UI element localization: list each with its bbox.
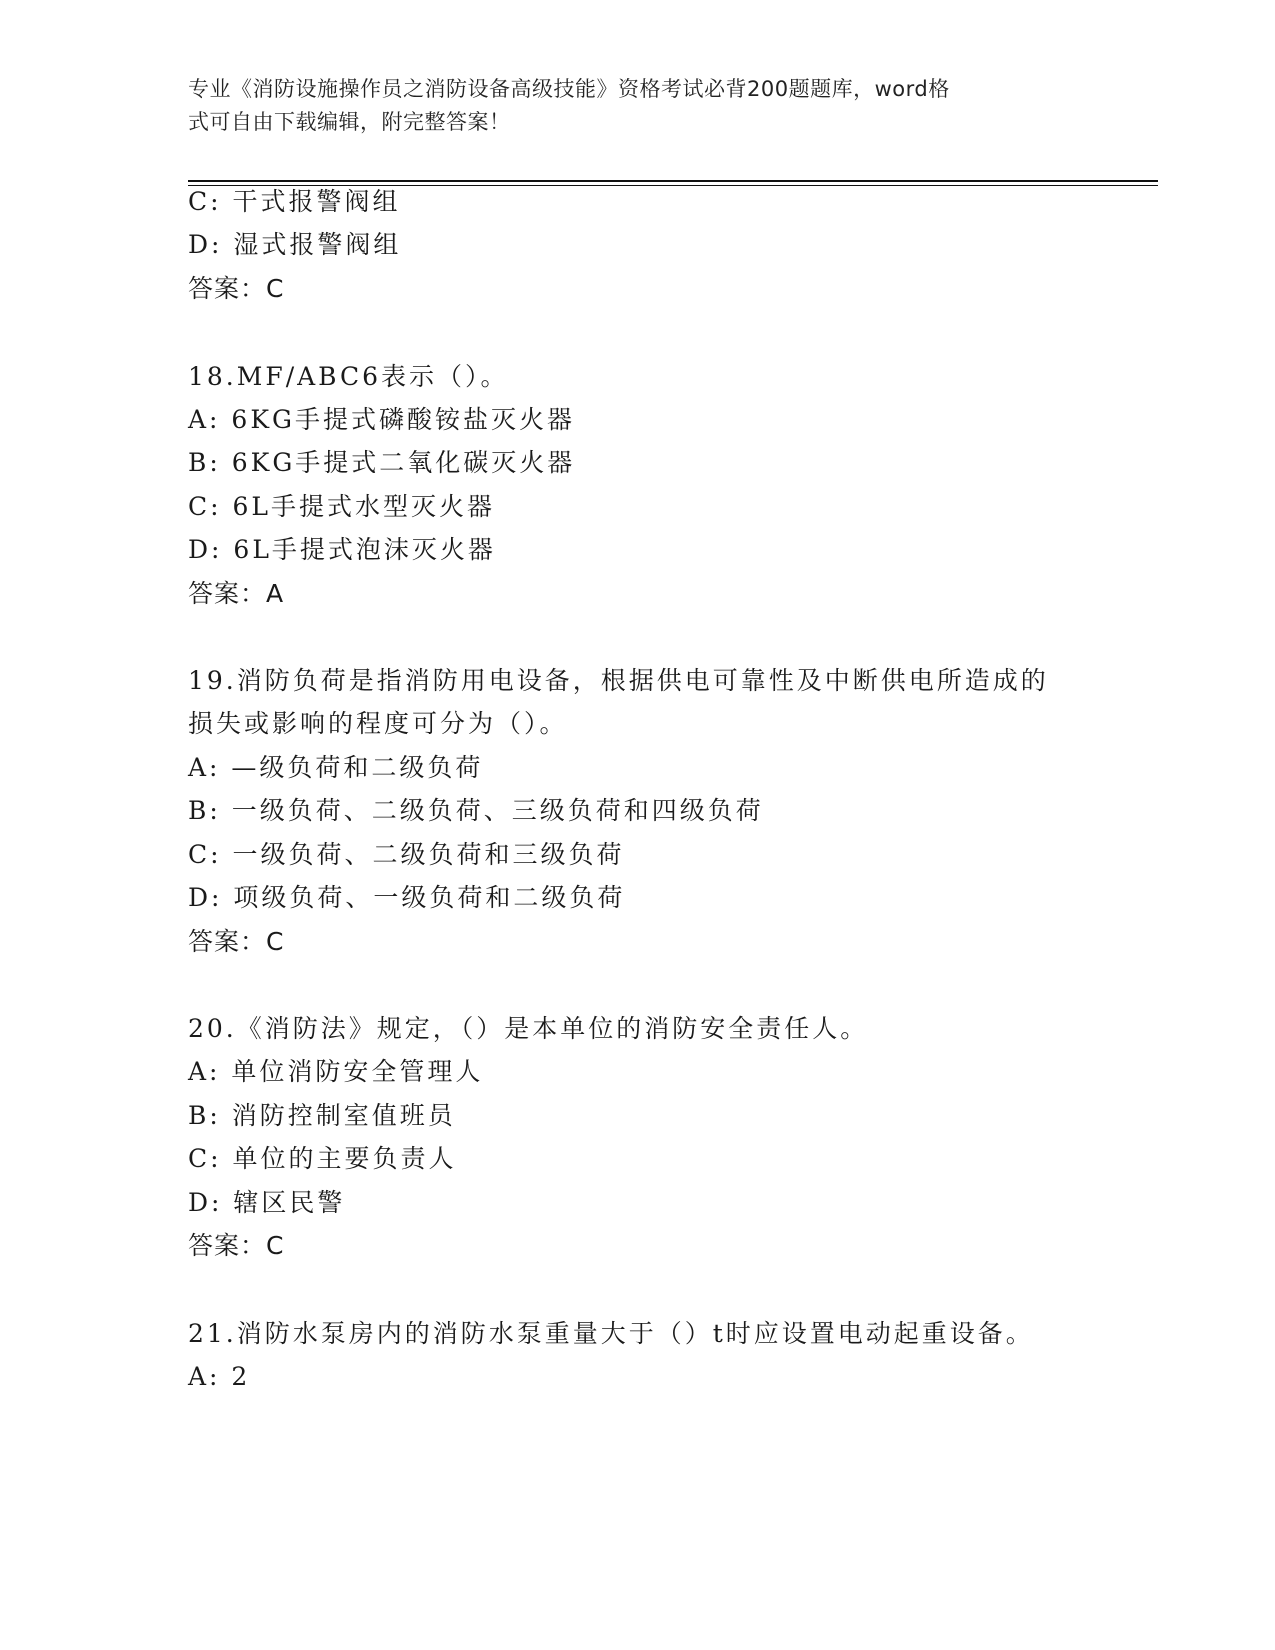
q19-option-d: D: 项级负荷、一级负荷和二级负荷: [188, 883, 626, 912]
q18-answer: 答案：A: [188, 579, 285, 608]
q20-option-b: B: 消防控制室值班员: [188, 1101, 456, 1130]
q18-option-d: D: 6L手提式泡沫灭火器: [188, 535, 496, 564]
q17-option-c: C: 干式报警阀组: [188, 187, 401, 216]
q20-answer: 答案：C: [188, 1231, 285, 1260]
q19-option-a: A: —级负荷和二级负荷: [188, 753, 484, 782]
q21-option-a: A: 2: [188, 1362, 251, 1391]
q19-option-b: B: 一级负荷、二级负荷、三级负荷和四级负荷: [188, 796, 764, 825]
intro-text-line-1: 专业《消防设施操作员之消防设备高级技能》资格考试必背200题题库，word格: [188, 77, 950, 101]
q17-answer: 答案：C: [188, 274, 285, 303]
q20-stem: 20.《消防法》规定，（）是本单位的消防安全责任人。: [188, 1014, 869, 1043]
q18-option-a: A: 6KG手提式磷酸铵盐灭火器: [188, 405, 575, 434]
document-header: [188, 73, 1068, 139]
q20-option-d: D: 辖区民警: [188, 1188, 346, 1217]
header-divider-thick: [188, 180, 1158, 182]
q20-option-a: A: 单位消防安全管理人: [188, 1057, 484, 1086]
q18-option-c: C: 6L手提式水型灭火器: [188, 492, 496, 521]
q19-answer: 答案：C: [188, 927, 285, 956]
q18-stem: 18.MF/ABC6表示（）。: [188, 362, 509, 391]
q19-option-c: C: 一级负荷、二级负荷和三级负荷: [188, 840, 625, 869]
q19-stem-line-1: 19.消防负荷是指消防用电设备，根据供电可靠性及中断供电所造成的: [188, 666, 1049, 695]
q17-option-d: D: 湿式报警阀组: [188, 230, 402, 259]
q20-option-c: C: 单位的主要负责人: [188, 1144, 457, 1173]
q21-stem: 21.消防水泵房内的消防水泵重量大于（）t时应设置电动起重设备。: [188, 1319, 1034, 1348]
q18-option-b: B: 6KG手提式二氧化碳灭火器: [188, 448, 576, 477]
intro-text-line-2: 式可自由下载编辑，附完整答案！: [188, 110, 511, 134]
q19-stem-line-2: 损失或影响的程度可分为（）。: [188, 709, 568, 738]
